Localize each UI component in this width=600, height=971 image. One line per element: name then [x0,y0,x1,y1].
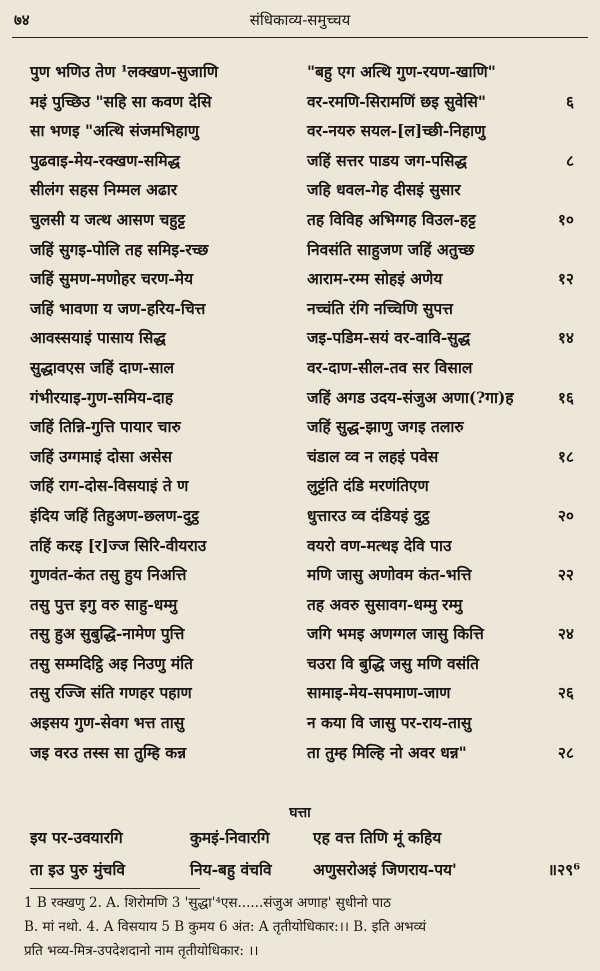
verse-row [0,60,600,90]
verse-number: १४ [557,328,574,348]
footnote-rule [30,888,200,889]
page-number: ७४ [14,11,30,29]
verse-left: तसु सम्मदिट्ठि अइ निउणु मंति [30,653,194,673]
verse-row [0,415,600,445]
verse-number: २८ [557,742,574,762]
verse-number: २४ [557,624,574,644]
footnote-line: B. मां नथो. 4. A विसयाय 5 B कुमय 6 अंत: A तृतीयोधिकार:।। B. इति अभव्यं [24,919,427,935]
verse-left: पुढवाइ-मेय-रक्खण-समिद्ध [30,150,181,170]
verse-row [0,208,600,238]
verse-right: तह अवरु सुसावग-धम्मु रम्मु [307,594,463,614]
verse-left: जहिं सुमण-मणोहर चरण-मेय [30,269,194,289]
verse-number: ८ [565,150,574,170]
verse-number: १० [557,209,574,229]
verse-number: १८ [557,446,574,466]
verse-right: आराम-रम्म सोहइं अणेय [307,269,443,289]
verse-right: वर-दाण-सील-तव सर विसाल [307,357,473,377]
verse-row [0,445,600,475]
verse-row [0,178,600,208]
verse-left: जहिं उग्गमाइं दोसा असेस [30,446,172,466]
footnote-line: 1 B रक्खणु 2. A. शिरोमणि 3 'सुद्धा'⁴एस......संजुअ अणाह' सुधीनो पाठ [24,895,391,911]
verse-row [0,534,600,564]
verse-right: जहिं सुद्ध-झाणु जगइ तलारु [307,417,464,437]
verse-left: तसु रज्जि संति गणहर पहाण [30,683,192,703]
ghatta-middle: निय-बहु वंचवि [190,860,272,879]
verse-number: ६ [565,91,574,111]
ghatta-right: अणुसरोअइं जिणराय-पय' [313,860,457,879]
verse-left: जहिं भावणा य जण-हरिय-चित्त [30,298,206,318]
verse-left: इंदिय जहिं तिहुअण-छलण-दुट्ठ [30,505,199,525]
verse-right: जगि भमइ अणग्गल जासु कित्ति [307,624,484,644]
verse-left: गुणवंत-कंत तसु हुय निअत्ति [30,565,187,585]
verse-right: "बहु एग अत्थि गुण-रयण-खाणि" [307,62,496,81]
verse-left: सा भणइ "अत्थि संजमभिहाणु [30,121,199,141]
footnotes [24,891,586,963]
verse-right: नच्चंति रंगि नच्चिणि सुपत्त [307,298,453,318]
verse-right: मणि जासु अणोवम कंत-भत्ति [307,565,472,585]
verse-row [0,474,600,504]
verse-left: तसु हुअ सुबुद्धि-नामेण पुत्ति [30,624,185,644]
verse-block [0,60,600,770]
verse-row [0,681,600,711]
header-rule [12,37,588,38]
verse-left: पुण भणिउ तेण ¹लक्खण-सुजाणि [30,62,219,81]
verse-right: सामाइ-मेय-सपमाण-जाण [307,683,451,703]
verse-left: तसु पुत्त इगु वरु साहु-धम्मु [30,594,178,614]
verse-row [0,386,600,416]
verse-number: १६ [557,387,574,407]
verse-left: सीलंग सहस निम्मल अढार [30,180,178,200]
ghatta-line [0,826,600,854]
verse-left: तहिं करइ [र]ज्ज सिरि-वीयराउ [30,535,207,555]
verse-row [0,326,600,356]
verse-row [0,267,600,297]
verse-left: गंभीरयाइ-गुण-समिय-दाह [30,387,174,407]
verse-left: चुलसी य जत्थ आसण चहुट्ट [30,209,186,229]
verse-left: जइ वरउ तस्स सा तुम्हि कन्न [30,742,187,762]
verse-row [0,652,600,682]
verse-number: १२ [557,269,574,289]
verse-row [0,297,600,327]
verse-number: २० [557,505,574,525]
verse-right: न कया वि जासु पर-राय-तासु [307,713,472,733]
ghatta-left: ता इउ पुरु मुंचवि [30,860,125,879]
verse-row [0,119,600,149]
verse-right: वर-नयरु सयल-[ल]च्छी-निहाणु [307,121,486,141]
verse-left: जहिं सुगइ-पोलि तह समिइ-रच्छ [30,239,209,259]
verse-row [0,149,600,179]
verse-right: जइ-पडिम-सयं वर-वावि-सुद्ध [307,328,471,348]
ghatta-heading: घत्ता [289,805,311,821]
verse-row [0,622,600,652]
footnote-line: प्रति भव्य-मित्र-उपदेशदानो नाम तृतीयोधिकार: ।। [24,943,259,959]
verse-right: जहिं सत्तर पाडय जग-पसिद्ध [307,150,467,170]
running-title: संधिकाव्य-समुच्चय [249,11,351,29]
verse-right: तह विविह अभिग्गह विउल-हट्ट [307,209,476,229]
verse-left: अइसय गुण-सेवग भत्त तासु [30,713,185,733]
verse-row [0,356,600,386]
verse-number: २२ [557,565,574,585]
verse-row [0,90,600,120]
ghatta-right: एह वत्त तिणि मूं कहिय [313,828,442,847]
verse-row [0,238,600,268]
verse-right: वयरो वण-मत्थइ देवि पाउ [307,535,452,555]
verse-right: चउरा वि बुद्धि जसु मणि वसंति [307,653,479,673]
ghatta-left: इय पर-उवयारगि [30,828,123,847]
verse-left: जहिं राग-दोस-विसयाइं ते ण [30,476,189,496]
ghatta-line [0,858,600,886]
ghatta-middle: कुमइं-निवारगि [190,828,270,847]
verse-left: जहिं तिन्नि-गुत्ति पायार चारु [30,417,181,437]
verse-right: निवसंति साहुजण जहिं अतुच्छ [307,239,475,259]
verse-right: लुट्टंति दंडि मरणंतिएण [307,476,429,496]
verse-right: जहिं अगड उदय-संजुअ अणा(?गा)ह [307,387,514,407]
verse-row [0,504,600,534]
verse-right: वर-रमणि-सिरामणिं छइ सुवेसि" [307,91,486,111]
verse-row [0,563,600,593]
verse-row [0,593,600,623]
verse-right: ता तुम्ह मिल्हि नो अवर धन्न" [307,742,467,762]
verse-number: ॥२९⁶ [547,860,580,879]
verse-right: जहि धवल-गेह दीसइं सुसार [307,180,461,200]
verse-number: २६ [557,683,574,703]
verse-left: मइं पुच्छिउ "सहि सा कवण देसि [30,91,212,111]
verse-row [0,741,600,771]
verse-right: चंडाल व्व न लहइं पवेस [307,446,439,466]
verse-left: आवस्सयाइं पासाय सिद्ध [30,328,166,348]
verse-right: धुत्तारउ व्व दंडियइं दुट्ठ [307,505,430,525]
verse-row [0,711,600,741]
verse-left: सुद्धावएस जहिं दाण-साल [30,357,174,377]
